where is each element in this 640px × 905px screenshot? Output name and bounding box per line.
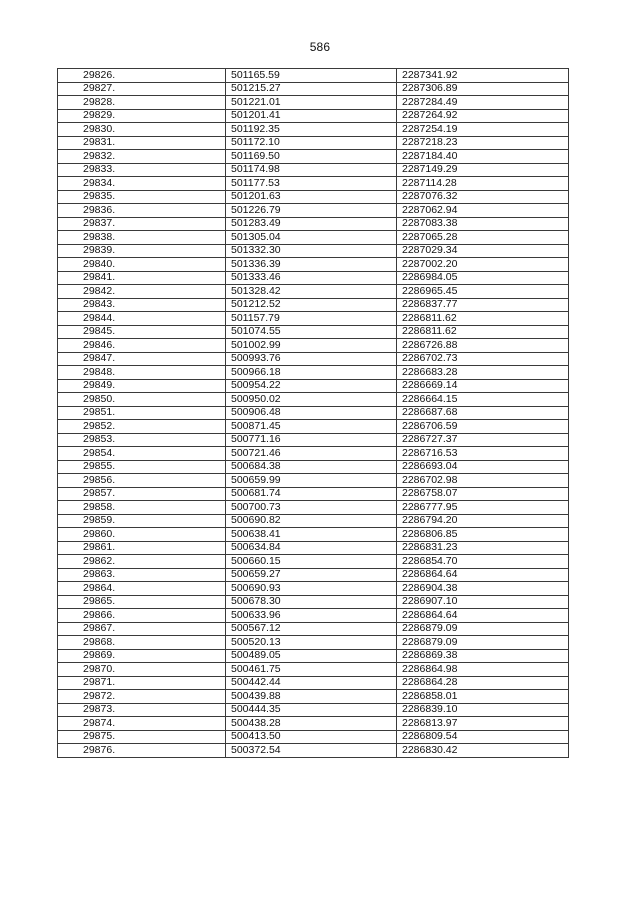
table-row (58, 177, 569, 191)
y-coordinate-cell: 2287149.29 (397, 163, 569, 177)
x-coordinate-cell: 501201.41 (226, 109, 397, 123)
x-coordinate-cell: 500684.38 (226, 460, 397, 474)
table-row (58, 217, 569, 231)
x-coordinate-cell: 501002.99 (226, 339, 397, 353)
table-row (58, 150, 569, 164)
table-row (58, 636, 569, 650)
point-number-cell: 29834. (58, 177, 226, 191)
y-coordinate-cell: 2286879.09 (397, 636, 569, 650)
table-row (58, 96, 569, 110)
x-coordinate-cell: 501074.55 (226, 325, 397, 339)
point-number-cell: 29840. (58, 258, 226, 272)
point-number-cell: 29852. (58, 420, 226, 434)
point-number-cell: 29867. (58, 622, 226, 636)
table-row (58, 312, 569, 326)
point-number-cell: 29829. (58, 109, 226, 123)
table-row (58, 730, 569, 744)
point-number-cell: 29870. (58, 663, 226, 677)
x-coordinate-cell: 501215.27 (226, 82, 397, 96)
x-coordinate-cell: 500771.16 (226, 433, 397, 447)
x-coordinate-cell: 500438.28 (226, 717, 397, 731)
x-coordinate-cell: 500633.96 (226, 609, 397, 623)
point-number-cell: 29835. (58, 190, 226, 204)
y-coordinate-cell: 2287341.92 (397, 69, 569, 83)
table-row (58, 231, 569, 245)
y-coordinate-cell: 2287062.94 (397, 204, 569, 218)
table-row (58, 744, 569, 758)
table-row (58, 379, 569, 393)
point-number-cell: 29830. (58, 123, 226, 137)
y-coordinate-cell: 2287218.23 (397, 136, 569, 150)
table-row (58, 285, 569, 299)
table-row (58, 163, 569, 177)
x-coordinate-cell: 500659.99 (226, 474, 397, 488)
y-coordinate-cell: 2286706.59 (397, 420, 569, 434)
x-coordinate-cell: 500690.82 (226, 514, 397, 528)
x-coordinate-cell: 500681.74 (226, 487, 397, 501)
point-number-cell: 29864. (58, 582, 226, 596)
y-coordinate-cell: 2286854.70 (397, 555, 569, 569)
point-number-cell: 29862. (58, 555, 226, 569)
x-coordinate-cell: 500690.93 (226, 582, 397, 596)
point-number-cell: 29849. (58, 379, 226, 393)
x-coordinate-cell: 500439.88 (226, 690, 397, 704)
table-row (58, 690, 569, 704)
table-row (58, 703, 569, 717)
point-number-cell: 29826. (58, 69, 226, 83)
point-number-cell: 29845. (58, 325, 226, 339)
y-coordinate-cell: 2286813.97 (397, 717, 569, 731)
x-coordinate-cell: 500954.22 (226, 379, 397, 393)
table-row (58, 501, 569, 515)
x-coordinate-cell: 501226.79 (226, 204, 397, 218)
y-coordinate-cell: 2286864.98 (397, 663, 569, 677)
y-coordinate-cell: 2286794.20 (397, 514, 569, 528)
point-number-cell: 29827. (58, 82, 226, 96)
table-row (58, 595, 569, 609)
table-row (58, 190, 569, 204)
table-row (58, 609, 569, 623)
coordinates-table-body (58, 69, 569, 758)
y-coordinate-cell: 2286879.09 (397, 622, 569, 636)
y-coordinate-cell: 2286864.64 (397, 568, 569, 582)
point-number-cell: 29857. (58, 487, 226, 501)
table-row (58, 204, 569, 218)
x-coordinate-cell: 500721.46 (226, 447, 397, 461)
point-number-cell: 29832. (58, 150, 226, 164)
y-coordinate-cell: 2286664.15 (397, 393, 569, 407)
table-row (58, 514, 569, 528)
table-row (58, 352, 569, 366)
table-row (58, 555, 569, 569)
point-number-cell: 29851. (58, 406, 226, 420)
table-row (58, 487, 569, 501)
point-number-cell: 29856. (58, 474, 226, 488)
point-number-cell: 29841. (58, 271, 226, 285)
x-coordinate-cell: 500660.15 (226, 555, 397, 569)
point-number-cell: 29876. (58, 744, 226, 758)
x-coordinate-cell: 500638.41 (226, 528, 397, 542)
x-coordinate-cell: 501172.10 (226, 136, 397, 150)
y-coordinate-cell: 2286839.10 (397, 703, 569, 717)
x-coordinate-cell: 501165.59 (226, 69, 397, 83)
table-row (58, 325, 569, 339)
y-coordinate-cell: 2286758.07 (397, 487, 569, 501)
table-row (58, 271, 569, 285)
table-row (58, 123, 569, 137)
y-coordinate-cell: 2286904.38 (397, 582, 569, 596)
table-row (58, 447, 569, 461)
x-coordinate-cell: 500442.44 (226, 676, 397, 690)
x-coordinate-cell: 501332.30 (226, 244, 397, 258)
point-number-cell: 29833. (58, 163, 226, 177)
y-coordinate-cell: 2286830.42 (397, 744, 569, 758)
y-coordinate-cell: 2286811.62 (397, 325, 569, 339)
table-row (58, 460, 569, 474)
table-row (58, 568, 569, 582)
point-number-cell: 29863. (58, 568, 226, 582)
y-coordinate-cell: 2286702.73 (397, 352, 569, 366)
x-coordinate-cell: 500700.73 (226, 501, 397, 515)
table-row (58, 82, 569, 96)
y-coordinate-cell: 2287029.34 (397, 244, 569, 258)
table-row (58, 433, 569, 447)
x-coordinate-cell: 501333.46 (226, 271, 397, 285)
x-coordinate-cell: 500659.27 (226, 568, 397, 582)
table-row (58, 258, 569, 272)
point-number-cell: 29861. (58, 541, 226, 555)
x-coordinate-cell: 500444.35 (226, 703, 397, 717)
point-number-cell: 29853. (58, 433, 226, 447)
point-number-cell: 29860. (58, 528, 226, 542)
y-coordinate-cell: 2286869.38 (397, 649, 569, 663)
point-number-cell: 29865. (58, 595, 226, 609)
point-number-cell: 29836. (58, 204, 226, 218)
point-number-cell: 29850. (58, 393, 226, 407)
table-row (58, 528, 569, 542)
x-coordinate-cell: 501157.79 (226, 312, 397, 326)
x-coordinate-cell: 500993.76 (226, 352, 397, 366)
x-coordinate-cell: 500966.18 (226, 366, 397, 380)
point-number-cell: 29837. (58, 217, 226, 231)
point-number-cell: 29854. (58, 447, 226, 461)
y-coordinate-cell: 2287306.89 (397, 82, 569, 96)
table-row (58, 339, 569, 353)
y-coordinate-cell: 2287065.28 (397, 231, 569, 245)
page-number: 586 (309, 40, 331, 54)
table-row (58, 244, 569, 258)
y-coordinate-cell: 2286806.85 (397, 528, 569, 542)
y-coordinate-cell: 2286858.01 (397, 690, 569, 704)
y-coordinate-cell: 2286716.53 (397, 447, 569, 461)
y-coordinate-cell: 2286809.54 (397, 730, 569, 744)
table-row (58, 582, 569, 596)
table-row (58, 420, 569, 434)
point-number-cell: 29846. (58, 339, 226, 353)
y-coordinate-cell: 2286907.10 (397, 595, 569, 609)
point-number-cell: 29828. (58, 96, 226, 110)
y-coordinate-cell: 2286683.28 (397, 366, 569, 380)
table-row (58, 649, 569, 663)
table-row (58, 136, 569, 150)
point-number-cell: 29866. (58, 609, 226, 623)
x-coordinate-cell: 501305.04 (226, 231, 397, 245)
x-coordinate-cell: 501283.49 (226, 217, 397, 231)
y-coordinate-cell: 2287264.92 (397, 109, 569, 123)
y-coordinate-cell: 2286984.05 (397, 271, 569, 285)
x-coordinate-cell: 500372.54 (226, 744, 397, 758)
coordinates-table-wrapper (57, 68, 568, 758)
table-row (58, 622, 569, 636)
x-coordinate-cell: 500950.02 (226, 393, 397, 407)
table-row (58, 663, 569, 677)
y-coordinate-cell: 2286965.45 (397, 285, 569, 299)
y-coordinate-cell: 2286811.62 (397, 312, 569, 326)
y-coordinate-cell: 2286687.68 (397, 406, 569, 420)
table-row (58, 109, 569, 123)
point-number-cell: 29858. (58, 501, 226, 515)
table-row (58, 69, 569, 83)
x-coordinate-cell: 501212.52 (226, 298, 397, 312)
point-number-cell: 29869. (58, 649, 226, 663)
y-coordinate-cell: 2286864.64 (397, 609, 569, 623)
y-coordinate-cell: 2287254.19 (397, 123, 569, 137)
y-coordinate-cell: 2286864.28 (397, 676, 569, 690)
point-number-cell: 29847. (58, 352, 226, 366)
point-number-cell: 29874. (58, 717, 226, 731)
x-coordinate-cell: 500678.30 (226, 595, 397, 609)
table-row (58, 541, 569, 555)
x-coordinate-cell: 500489.05 (226, 649, 397, 663)
x-coordinate-cell: 501192.35 (226, 123, 397, 137)
coordinates-table (57, 68, 569, 758)
y-coordinate-cell: 2286726.88 (397, 339, 569, 353)
point-number-cell: 29843. (58, 298, 226, 312)
x-coordinate-cell: 501221.01 (226, 96, 397, 110)
point-number-cell: 29838. (58, 231, 226, 245)
y-coordinate-cell: 2286693.04 (397, 460, 569, 474)
y-coordinate-cell: 2287076.32 (397, 190, 569, 204)
point-number-cell: 29848. (58, 366, 226, 380)
x-coordinate-cell: 501177.53 (226, 177, 397, 191)
y-coordinate-cell: 2286727.37 (397, 433, 569, 447)
x-coordinate-cell: 501174.98 (226, 163, 397, 177)
y-coordinate-cell: 2286777.95 (397, 501, 569, 515)
y-coordinate-cell: 2286702.98 (397, 474, 569, 488)
point-number-cell: 29831. (58, 136, 226, 150)
x-coordinate-cell: 500906.48 (226, 406, 397, 420)
table-row (58, 298, 569, 312)
x-coordinate-cell: 501201.63 (226, 190, 397, 204)
y-coordinate-cell: 2287114.28 (397, 177, 569, 191)
x-coordinate-cell: 501169.50 (226, 150, 397, 164)
point-number-cell: 29871. (58, 676, 226, 690)
table-row (58, 717, 569, 731)
point-number-cell: 29842. (58, 285, 226, 299)
table-row (58, 474, 569, 488)
x-coordinate-cell: 500413.50 (226, 730, 397, 744)
point-number-cell: 29872. (58, 690, 226, 704)
point-number-cell: 29875. (58, 730, 226, 744)
y-coordinate-cell: 2286837.77 (397, 298, 569, 312)
point-number-cell: 29855. (58, 460, 226, 474)
x-coordinate-cell: 500871.45 (226, 420, 397, 434)
y-coordinate-cell: 2287083.38 (397, 217, 569, 231)
point-number-cell: 29859. (58, 514, 226, 528)
table-row (58, 406, 569, 420)
x-coordinate-cell: 500634.84 (226, 541, 397, 555)
point-number-cell: 29873. (58, 703, 226, 717)
table-row (58, 393, 569, 407)
y-coordinate-cell: 2286831.23 (397, 541, 569, 555)
x-coordinate-cell: 501336.39 (226, 258, 397, 272)
x-coordinate-cell: 500520.13 (226, 636, 397, 650)
y-coordinate-cell: 2287184.40 (397, 150, 569, 164)
point-number-cell: 29839. (58, 244, 226, 258)
x-coordinate-cell: 500567.12 (226, 622, 397, 636)
point-number-cell: 29868. (58, 636, 226, 650)
table-row (58, 366, 569, 380)
y-coordinate-cell: 2287002.20 (397, 258, 569, 272)
point-number-cell: 29844. (58, 312, 226, 326)
x-coordinate-cell: 500461.75 (226, 663, 397, 677)
y-coordinate-cell: 2286669.14 (397, 379, 569, 393)
table-row (58, 676, 569, 690)
y-coordinate-cell: 2287284.49 (397, 96, 569, 110)
x-coordinate-cell: 501328.42 (226, 285, 397, 299)
